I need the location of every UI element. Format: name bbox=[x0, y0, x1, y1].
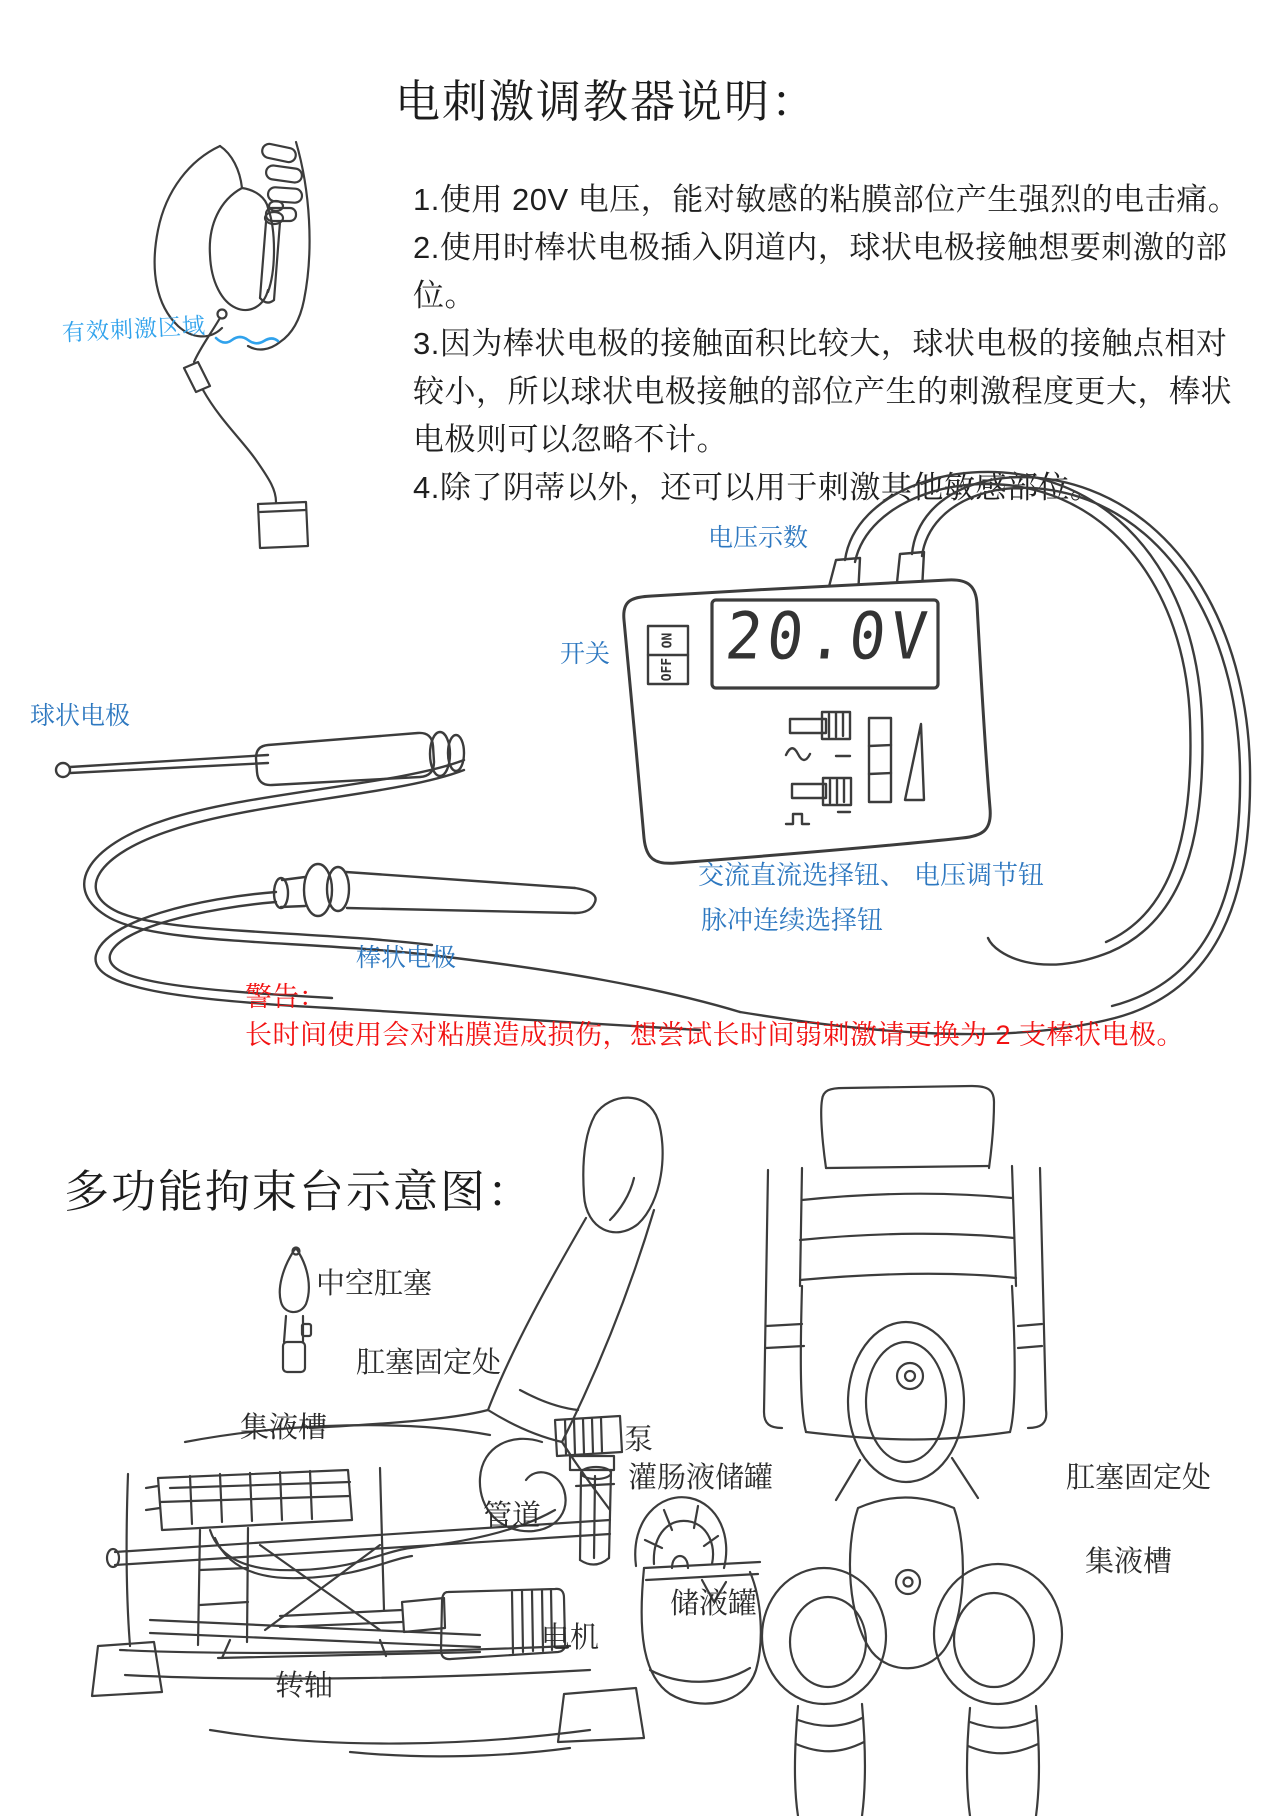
device-section-title: 电刺激调教器说明： bbox=[395, 76, 819, 127]
reservoir-label: 储液罐 bbox=[670, 1588, 758, 1620]
switch-off-label: OFF bbox=[660, 657, 676, 682]
instruction-line: 较小，所以球状电极接触的部位产生的刺激程度更大，棒状 bbox=[413, 374, 1232, 409]
instruction-line: 3.因为棒状电极的接触面积比较大，球状电极的接触点相对 bbox=[413, 326, 1228, 361]
fan-wheel-sketch bbox=[635, 1497, 726, 1568]
rod-electrode-label: 棒状电极 bbox=[356, 944, 457, 972]
instruction-line: 电极则可以忽略不计。 bbox=[413, 422, 728, 457]
ball-electrode-sketch bbox=[56, 732, 464, 785]
lcd-value: 20.0V bbox=[722, 599, 936, 675]
device-sketch bbox=[0, 440, 1280, 1070]
front-plug-mount-label: 肛塞固定处 bbox=[1066, 1462, 1212, 1494]
ball-electrode-label: 球状电极 bbox=[30, 702, 131, 730]
ac-dc-selector-label: 交流直流选择钮、 bbox=[698, 860, 907, 890]
effective-area-label: 有效刺激区域 bbox=[61, 312, 207, 346]
pump-label: 泵 bbox=[624, 1424, 654, 1456]
front-boots-sketch bbox=[795, 1704, 1039, 1816]
instruction-line: 1.使用 20V 电压，能对敏感的粘膜部位产生强烈的电击痛。 bbox=[413, 182, 1240, 217]
warning-title: 警告： bbox=[245, 982, 326, 1012]
hollow-plug-label: 中空肛塞 bbox=[316, 1268, 433, 1300]
front-backrest-sketch bbox=[764, 1166, 1046, 1440]
front-plug-mount-sketch bbox=[836, 1322, 978, 1500]
instruction-line: 4.除了阴蒂以外，还可以用于刺激其他敏感部位。 bbox=[413, 470, 1102, 505]
restraint-side-view-sketch bbox=[50, 1090, 710, 1790]
front-headrest-sketch bbox=[821, 1086, 994, 1168]
power-switch-label: 开关 bbox=[560, 640, 611, 668]
headrest-sketch bbox=[583, 1098, 662, 1233]
plug-mount-label: 肛塞固定处 bbox=[356, 1347, 502, 1379]
collect-trough-sketch bbox=[146, 1470, 352, 1530]
enema-tank-label: 灌肠液储罐 bbox=[628, 1462, 774, 1494]
warning-body: 长时间使用会对粘膜造成损伤，想尝试长时间弱刺激请更换为 2 支棒状电极。 bbox=[245, 1020, 1185, 1050]
voltage-reading-label: 电压示数 bbox=[708, 524, 809, 552]
instruction-line: 2.使用时棒状电极插入阴道内，球状电极接触想要刺激的部位。 bbox=[413, 230, 1228, 313]
motor-label: 电机 bbox=[541, 1622, 600, 1654]
restraint-front-view-sketch bbox=[740, 1080, 1240, 1816]
pivot-label: 转轴 bbox=[275, 1670, 334, 1702]
restraint-section-title: 多功能拘束台示意图： bbox=[64, 1166, 535, 1217]
hollow-plug-sketch bbox=[280, 1248, 311, 1373]
front-collect-trough-label: 集液槽 bbox=[1085, 1546, 1173, 1578]
power-switch[interactable] bbox=[648, 626, 688, 684]
pipes-label: 管道 bbox=[483, 1500, 542, 1532]
switch-on-label: ON bbox=[660, 632, 676, 649]
motor-sketch bbox=[280, 1589, 565, 1659]
rod-electrode-sketch bbox=[274, 864, 596, 916]
pivot-base-sketch bbox=[92, 1640, 644, 1756]
collect-trough-label: 集液槽 bbox=[240, 1412, 328, 1444]
effective-area-wave bbox=[216, 337, 278, 343]
pulse-selector-label: 脉冲连续选择钮 bbox=[701, 905, 884, 935]
voltage-adjuster-label: 电压调节钮 bbox=[914, 860, 1045, 890]
